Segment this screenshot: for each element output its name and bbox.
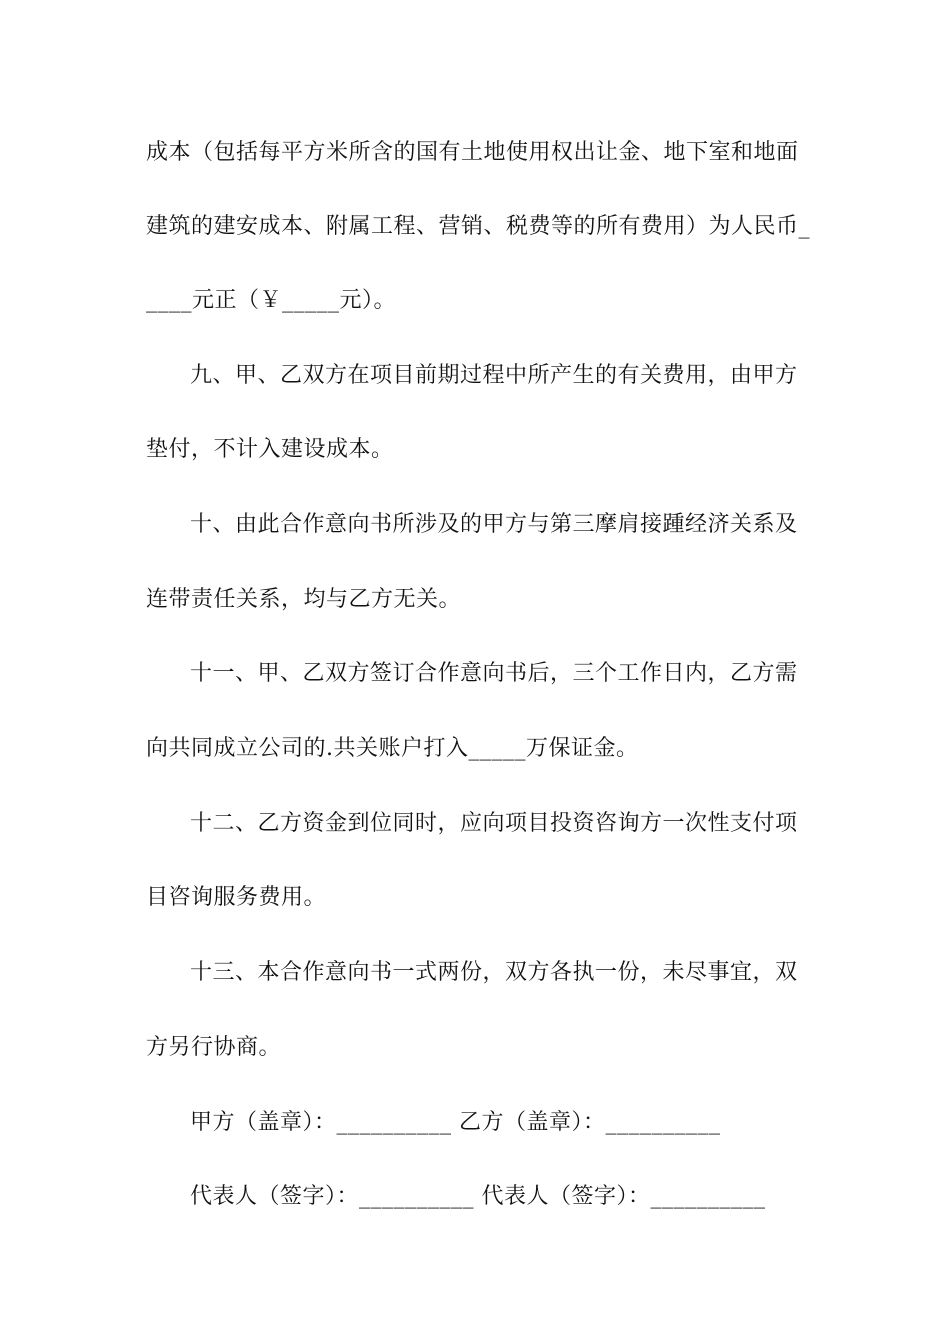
clause-12-line-1: 十二、乙方资金到位同时，应向项目投资咨询方一次性支付项 <box>190 811 798 836</box>
clause-11-line-2: 向共同成立公司的.共关账户打入_____万保证金。 <box>146 736 639 761</box>
seal-line: 甲方（盖章）：__________ 乙方（盖章）：__________ <box>190 1110 721 1135</box>
clause-13-line-2: 方另行协商。 <box>146 1035 282 1060</box>
signature-line: 代表人（签字）：__________ 代表人（签字）：__________ <box>190 1184 766 1209</box>
clause-11-line-1: 十一、甲、乙双方签订合作意向书后，三个工作日内，乙方需 <box>190 661 798 686</box>
clause-12-line-2: 目咨询服务费用。 <box>146 885 327 910</box>
clause-13-line-1: 十三、本合作意向书一式两份，双方各执一份，未尽事宜，双 <box>190 960 798 985</box>
text-line-3: ____元正（￥_____元）。 <box>146 288 397 313</box>
clause-9-line-2: 垫付，不计入建设成本。 <box>146 437 394 462</box>
text-line-1: 成本（包括每平方米所含的国有土地使用权出让金、地下室和地面 <box>146 140 799 165</box>
text-line-2: 建筑的建安成本、附属工程、营销、税费等的所有费用）为人民币_ <box>146 214 811 239</box>
clause-10-line-1: 十、由此合作意向书所涉及的甲方与第三摩肩接踵经济关系及 <box>190 512 798 537</box>
clause-10-line-2: 连带责任关系，均与乙方无关。 <box>146 587 462 612</box>
clause-9-line-1: 九、甲、乙双方在项目前期过程中所产生的有关费用，由甲方 <box>190 363 798 388</box>
